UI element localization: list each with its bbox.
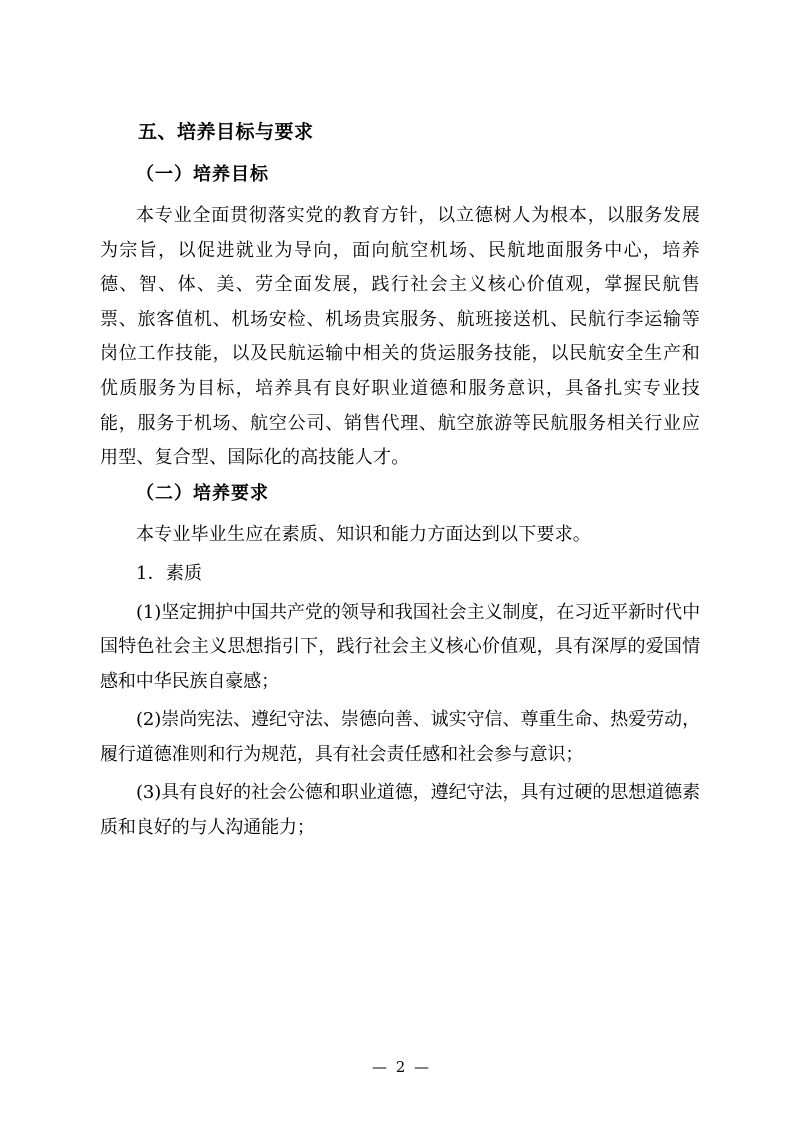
list-item-2: (2)崇尚宪法、遵纪守法、崇德向善、诚实守信、尊重生命、热爱劳动，履行道德准则和行为规范，具有社会责任感和社会参与意识； [100, 709, 700, 765]
paragraph-training-requirements: 本专业毕业生应在素质、知识和能力方面达到以下要求。 [136, 524, 591, 546]
list-item-1: (1)坚定拥护中国共产党的领导和我国社会主义制度，在习近平新时代中国特色社会主义思想指引下，践行社会主义核心价值观，具有深厚的爱国情感和中华民族自豪感； [100, 601, 700, 692]
document-body [100, 118, 700, 845]
page-number: — 2 — [371, 1058, 432, 1076]
subsection-heading-training-objectives: （一）培养目标 [136, 163, 269, 185]
list-item-3: (3)具有良好的社会公德和职业道德，遵纪守法，具有过硬的思想道德素质和良好的与人沟通能力； [100, 782, 700, 838]
list-label-quality: 1．素质 [136, 563, 203, 585]
section-heading: 五、培养目标与要求 [138, 121, 314, 143]
subsection-heading-training-requirements: （二）培养要求 [136, 482, 269, 504]
paragraph-training-objectives: 本专业全面贯彻落实党的教育方针，以立德树人为根本，以服务发展为宗旨，以促进就业为导向，面向航空机场、民航地面服务中心，培养德、智、体、美、劳全面发展，践行社会主义核心价值观，掌握民航售票、旅客值机、机场安检、机场贵宾服务、航班接送机、民航行李运输等岗位工作技能，以及民航运输中相关的货运服务技能，以民航安全生产和优质服务为目标，培养具有良好职业道德和服务意识，具备扎实专业技能，服务于机场、航空公司、销售代理、航空旅游等民航服务相关行业应用型、复合型、国际化的高技能人才。 [100, 205, 700, 469]
